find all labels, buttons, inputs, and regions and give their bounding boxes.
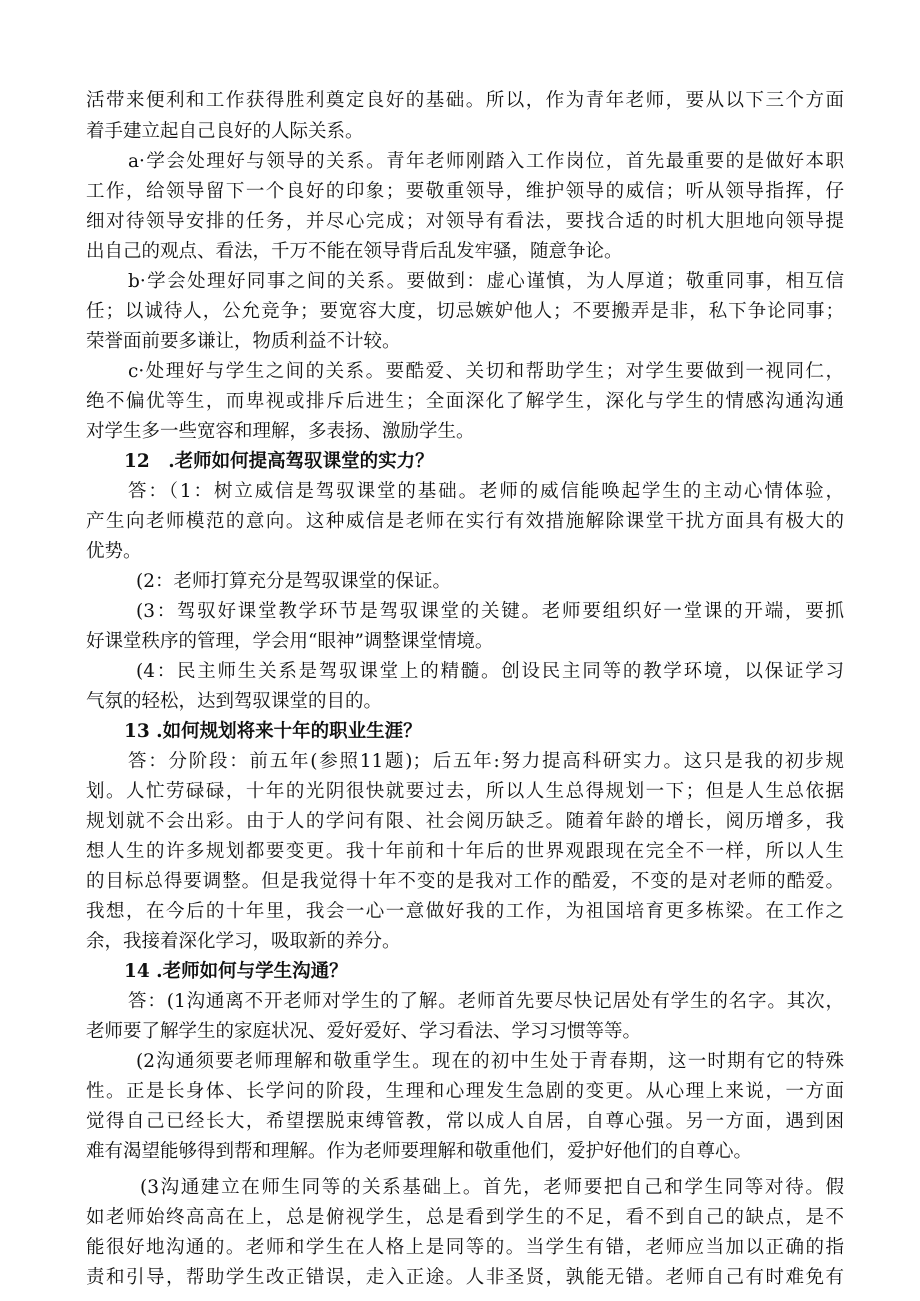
- text-line: 好课堂秩序的管理，学会用“眼神”调整课堂情境。: [86, 631, 494, 652]
- paragraph-b-line: b·学会处理好同事之间的关系。要做到：虚心谨慎，为人厚道；敬重同事，相互信: [128, 271, 844, 292]
- paragraph-c-line: c·处理好与学生之间的关系。要酷爱、关切和帮助学生；对学生要做到一视同仁，: [128, 361, 844, 382]
- text-line: 划。人忙劳碌碌，十年的光阴很快就要过去，所以人生总得规划一下；但是人生总依据: [86, 781, 844, 802]
- answer-point-2: (2沟通须要老师理解和敬重学生。现在的初中生处于青春期，这一时期有它的特殊: [136, 1051, 844, 1072]
- text-line: 能很好地沟通的。老师和学生在人格上是同等的。当学生有错，老师应当加以正确的指: [86, 1237, 844, 1258]
- text-line: 细对待领导安排的任务，并尽心完成；对领导有看法，要找合适的时机大胆地向领导提: [86, 211, 844, 232]
- answer-point-3: (3沟通建立在师生同等的关系基础上。首先，老师要把自己和学生同等对待。假: [140, 1177, 844, 1198]
- text-line: 绝不偏优等生，而卑视或排斥后进生；全面深化了解学生，深化与学生的情感沟通沟通: [86, 391, 844, 412]
- text-line: 活带来便利和工作获得胜利奠定良好的基础。所以，作为青年老师，要从以下三个方面: [86, 90, 844, 111]
- answer-point-2: (2：老师打算充分是驾驭课堂的保证。: [136, 571, 451, 592]
- text-line: 难有渴望能够得到帮和理解。作为老师要理解和敬重他们，爱护好他们的自尊心。: [86, 1141, 753, 1162]
- text-line: 老师要了解学生的家庭状况、爱好爱好、学习看法、学习习惯等等。: [86, 1021, 642, 1042]
- text-line: 优势。: [86, 541, 142, 562]
- text-line: 觉得自己已经长大，希望摆脱束缚管教，常以成人自居，自尊心强。另一方面，遇到困: [86, 1111, 844, 1132]
- answer-line: 答：（1：树立威信是驾驭课堂的基础。老师的威信能唤起学生的主动心情体验，: [128, 481, 844, 502]
- text-line: 任；以诚待人，公允竞争；要宽容大度，切忌嫉妒他人；不要搬弄是非，私下争论同事；: [86, 301, 844, 322]
- text-line: 的目标总得要调整。但是我觉得十年不变的是我对工作的酷爱，不变的是对老师的酷爱。: [86, 871, 844, 892]
- text-line: 出自己的观点、看法，千万不能在领导背后乱发牢骚，随意争论。: [86, 241, 623, 262]
- paragraph-a-line: a·学会处理好与领导的关系。青年老师刚踏入工作岗位，首先最重要的是做好本职: [128, 151, 844, 172]
- section-heading-13: 13 .如何规划将来十年的职业生涯？: [124, 721, 422, 742]
- text-line: 如老师始终高高在上，总是俯视学生，总是看到学生的不足，看不到自己的缺点，是不: [86, 1207, 844, 1228]
- text-line: 责和引导，帮助学生改正错误，走入正途。人非圣贤，孰能无错。老师自己有时难免有: [86, 1267, 844, 1288]
- answer-point-4: (4：民主师生关系是驾驭课堂上的精髓。创设民主同等的教学环境，以保证学习: [136, 661, 844, 682]
- text-line: 想人生的许多规划都要变更。我十年前和十年后的世界观跟现在完全不一样，所以人生: [86, 841, 844, 862]
- text-line: 对学生多一些宽容和理解，多表扬、激励学生。: [86, 421, 475, 442]
- text-line: 产生向老师模范的意向。这种威信是老师在实行有效措施解除课堂干扰方面具有极大的: [86, 511, 844, 532]
- text-line: 气氛的轻松，达到驾驭课堂的目的。: [86, 691, 383, 712]
- section-heading-14: 14 .老师如何与学生沟通？: [124, 961, 348, 982]
- answer-point-3: (3：驾驭好课堂教学环节是驾驭课堂的关键。老师要组织好一堂课的开端，要抓: [136, 601, 844, 622]
- text-line: 工作，给领导留下一个良好的印象；要敬重领导，维护领导的威信；听从领导指挥，仔: [86, 181, 844, 202]
- text-line: 着手建立起自己良好的人际关系。: [86, 121, 364, 142]
- text-line: 规划就不会出彩。由于人的学问有限、社会阅历缺乏。随着年龄的增长，阅历增多，我: [86, 811, 844, 832]
- text-line: 性。正是长身体、长学问的阶段，生理和心理发生急剧的变更。从心理上来说，一方面: [86, 1081, 844, 1102]
- section-heading-12: 12 .老师如何提高驾驭课堂的实力？: [124, 451, 434, 472]
- text-line: 余，我接着深化学习，吸取新的养分。: [86, 931, 401, 952]
- text-line: 荣誉面前要多谦让，物质利益不计较。: [86, 331, 401, 352]
- answer-line: 答：(1沟通离不开老师对学生的了解。老师首先要尽快记居处有学生的名字。其次，: [128, 991, 844, 1012]
- text-line: 我想，在今后的十年里，我会一心一意做好我的工作，为祖国培育更多栋梁。在工作之: [86, 901, 844, 922]
- answer-line: 答：分阶段：前五年(参照11题)；后五年:努力提高科研实力。这只是我的初步规: [128, 751, 844, 772]
